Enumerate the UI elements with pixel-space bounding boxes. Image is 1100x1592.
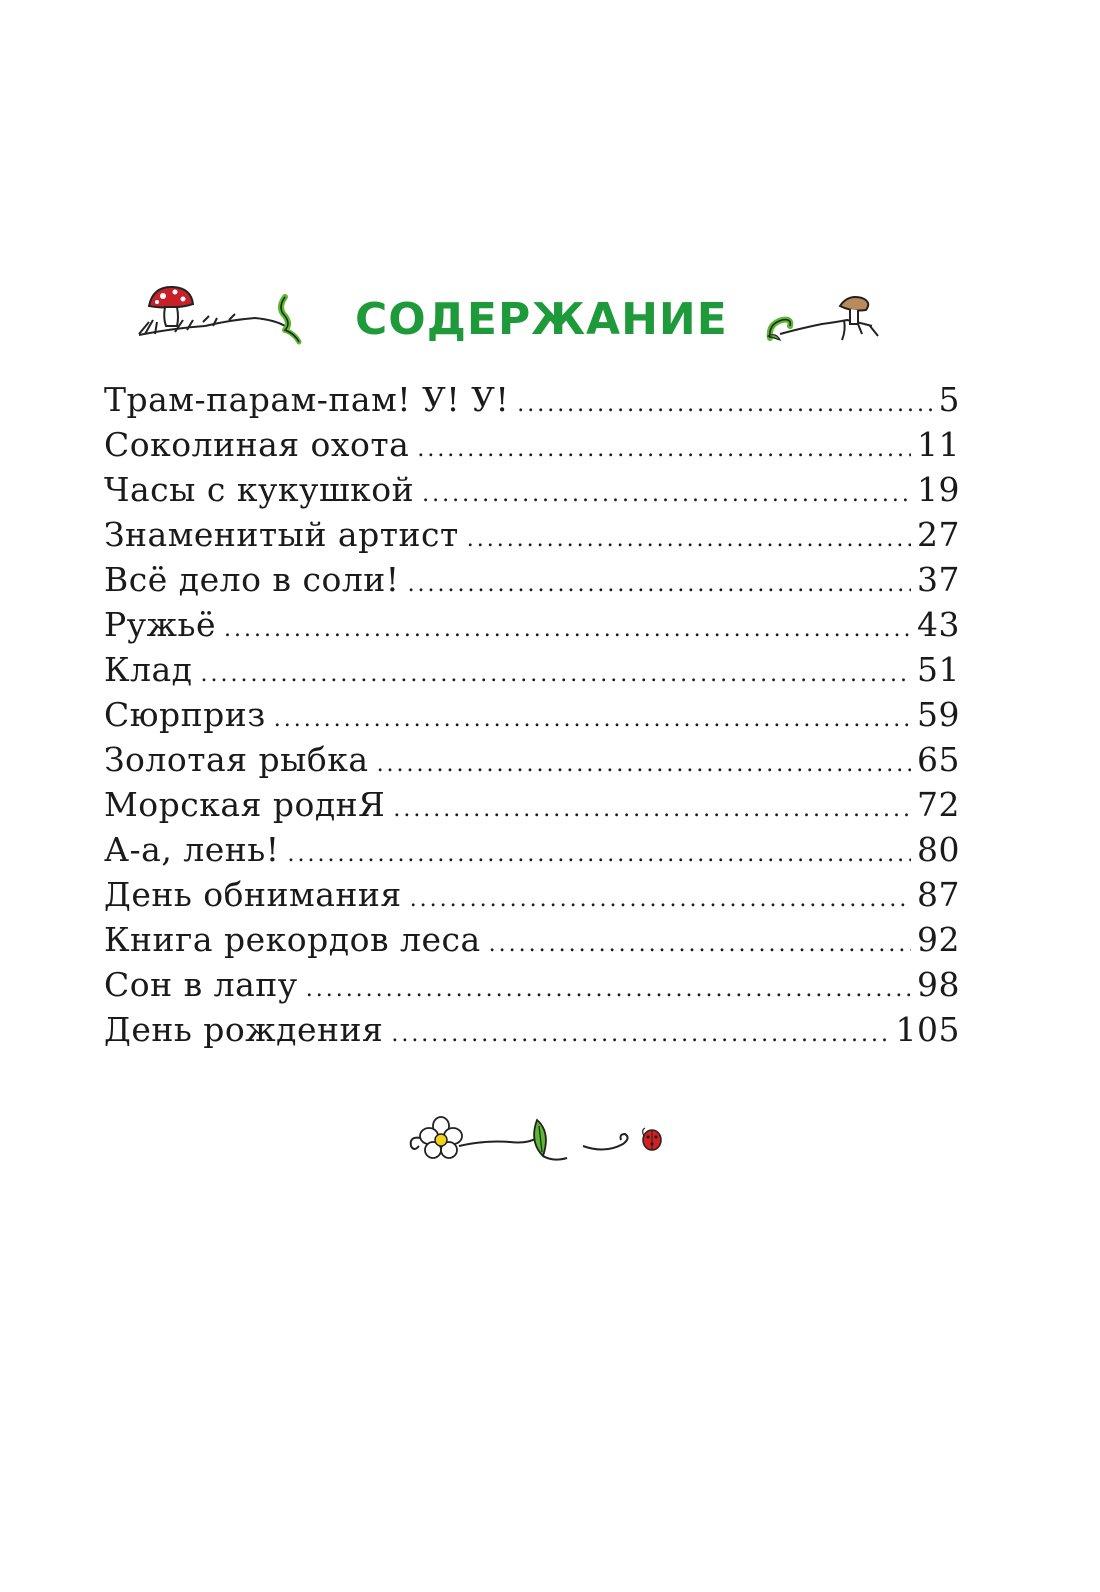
toc-entry[interactable] xyxy=(104,875,960,920)
toc-entry-page: 87 xyxy=(917,875,960,914)
toc-entry[interactable] xyxy=(104,785,960,830)
mushroom-grass-icon xyxy=(135,282,305,354)
toc-entry-page: 98 xyxy=(917,965,960,1004)
dot-leader xyxy=(224,617,911,642)
toc-entry-page: 65 xyxy=(917,740,960,779)
dot-leader xyxy=(410,887,911,912)
toc-entry-page: 80 xyxy=(917,830,960,869)
toc-entry-title: Соколиная охота xyxy=(104,425,410,464)
toc-entry-page: 72 xyxy=(917,785,960,824)
flower-ladybug-vine-icon xyxy=(405,1112,670,1172)
dot-leader xyxy=(489,932,911,957)
toc-entry-page: 92 xyxy=(917,920,960,959)
toc-entry[interactable] xyxy=(104,560,960,605)
page-title: СОДЕРЖАНИЕ xyxy=(355,294,728,345)
toc-entry-title: Сюрприз xyxy=(104,695,266,734)
toc-entry-page: 37 xyxy=(917,560,960,599)
toc-entry-title: Книга рекордов леса xyxy=(104,920,481,959)
toc-entry[interactable] xyxy=(104,380,960,425)
dot-leader xyxy=(467,527,911,552)
dot-leader xyxy=(417,437,911,462)
toc-entry[interactable] xyxy=(104,470,960,515)
toc-entry-title: Клад xyxy=(104,650,193,689)
toc-entry[interactable] xyxy=(104,1010,960,1055)
toc-entry[interactable] xyxy=(104,515,960,560)
dot-leader xyxy=(408,572,911,597)
toc-entry[interactable] xyxy=(104,830,960,875)
toc-entry-page: 27 xyxy=(917,515,960,554)
toc-entry[interactable] xyxy=(104,740,960,785)
toc-entry-page: 5 xyxy=(938,380,960,419)
toc-entry-title: Трам-парам-пам! У! У! xyxy=(104,380,510,419)
dot-leader xyxy=(393,797,911,822)
toc-entry-title: День обнимания xyxy=(104,875,402,914)
toc-entry-title: Морская роднЯ xyxy=(104,785,386,824)
toc-entry[interactable] xyxy=(104,650,960,695)
toc-entry-title: Золотая рыбка xyxy=(104,740,369,779)
toc-entry[interactable] xyxy=(104,425,960,470)
toc-entry-title: А-а, лень! xyxy=(104,830,280,869)
dot-leader xyxy=(274,707,911,732)
toc-entry-page: 43 xyxy=(917,605,960,644)
dot-leader xyxy=(517,392,932,417)
toc-entry-title: Часы с кукушкой xyxy=(104,470,415,509)
dot-leader xyxy=(377,752,911,777)
dot-leader xyxy=(201,662,912,687)
mushroom-sprout-icon xyxy=(762,290,887,350)
toc-entry-page: 19 xyxy=(917,470,960,509)
toc-entry-page: 11 xyxy=(917,425,960,464)
toc-entry[interactable] xyxy=(104,965,960,1010)
toc-entry[interactable] xyxy=(104,695,960,740)
toc-entry-page: 105 xyxy=(895,1010,960,1049)
dot-leader xyxy=(306,977,911,1002)
dot-leader xyxy=(422,482,911,507)
toc-entry[interactable] xyxy=(104,920,960,965)
toc-entry-title: День рождения xyxy=(104,1010,384,1049)
toc-entry-title: Всё дело в соли! xyxy=(104,560,400,599)
toc-entry-page: 59 xyxy=(917,695,960,734)
toc-entry[interactable] xyxy=(104,605,960,650)
dot-leader xyxy=(288,842,911,867)
toc-entry-title: Ружьё xyxy=(104,605,216,644)
contents-header xyxy=(0,282,1100,362)
toc-entry-title: Знаменитый артист xyxy=(104,515,459,554)
table-of-contents xyxy=(104,380,960,1055)
toc-entry-page: 51 xyxy=(917,650,960,689)
dot-leader xyxy=(391,1022,889,1047)
toc-entry-title: Сон в лапу xyxy=(104,965,298,1004)
